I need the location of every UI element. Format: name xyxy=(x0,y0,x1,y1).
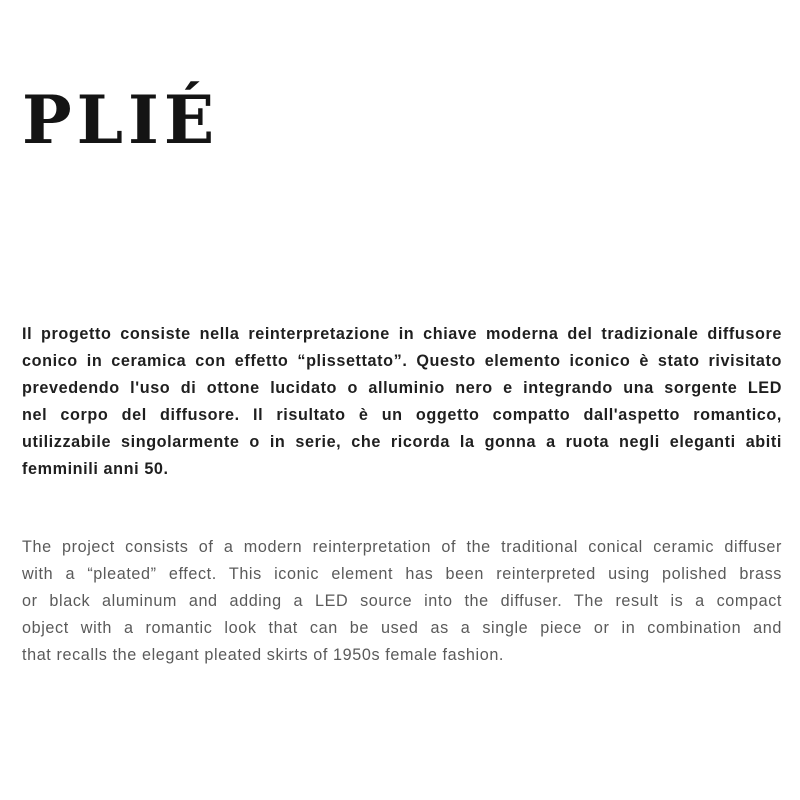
description-italian xyxy=(22,321,782,483)
description-english xyxy=(22,534,782,669)
description-italian-line: Il progetto consiste nella reinterpretazione in chiave moderna del tradizionale diffusore xyxy=(22,325,782,343)
description-italian-line: conico in ceramica con effetto “plissettato”. Questo elemento iconico è stato rivisitato xyxy=(22,352,782,370)
description-italian-line: utilizzabile singolarmente o in serie, che ricorda la gonna a ruota negli eleganti abiti xyxy=(22,433,782,451)
description-english-line: with a “pleated” effect. This iconic element has been reinterpreted using polished brass xyxy=(22,565,782,583)
description-english-line: The project consists of a modern reinterpretation of the traditional conical ceramic diffuser xyxy=(22,538,782,556)
description-english-line: object with a romantic look that can be used as a single piece or in combination and xyxy=(22,619,782,637)
description-english-line: or black aluminum and adding a LED source into the diffuser. The result is a compact xyxy=(22,592,782,610)
description-english-line: that recalls the elegant pleated skirts of 1950s female fashion. xyxy=(22,646,505,664)
description-italian-line: nel corpo del diffusore. Il risultato è un oggetto compatto dall'aspetto romantico, xyxy=(22,406,782,424)
description-italian-line: prevedendo l'uso di ottone lucidato o alluminio nero e integrando una sorgente LED xyxy=(22,379,782,397)
product-title: PLIÉ xyxy=(22,81,220,159)
description-italian-line: femminili anni 50. xyxy=(22,460,169,478)
